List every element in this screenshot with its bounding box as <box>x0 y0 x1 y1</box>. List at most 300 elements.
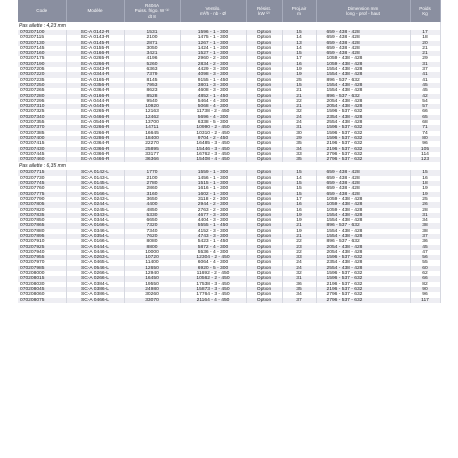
cell-resist: Option <box>246 181 282 186</box>
cell-resist: Option <box>246 245 282 250</box>
cell-proj: 19 <box>282 229 316 234</box>
cell-power: 2780 <box>124 181 180 186</box>
cell-proj: 17 <box>282 197 316 202</box>
cell-proj: 21 <box>282 223 316 228</box>
cell-proj: 24 <box>282 266 316 271</box>
cell-weight: 16 <box>410 176 440 181</box>
cell-dims: 2054 - 438 - 428 <box>316 250 410 255</box>
cell-model: SC-A 0364-R <box>66 141 124 146</box>
cell-dims: 1554 - 438 - 428 <box>316 83 410 88</box>
cell-proj: 21 <box>282 104 316 109</box>
cell-power: 25895 <box>124 147 180 152</box>
cell-code: 070207235 <box>18 78 66 83</box>
cell-power: 2871 <box>124 41 180 46</box>
cell-code: 070207115 <box>18 35 66 40</box>
cell-proj: 15 <box>282 83 316 88</box>
cell-weight: 37 <box>410 234 440 239</box>
cell-power: 12163 <box>124 109 180 114</box>
cell-weight: 41 <box>410 78 440 83</box>
cell-resist: Option <box>246 41 282 46</box>
cell-resist: Option <box>246 234 282 239</box>
cell-model: SC-A 0466-L <box>66 298 124 303</box>
cell-vent: 3118 - 2 - 300 <box>180 197 246 202</box>
cell-model: SC-A 0142-R <box>66 30 124 35</box>
cell-model: SC-A 0465-L <box>66 260 124 265</box>
cell-dims: 2054 - 438 - 428 <box>316 104 410 109</box>
cell-model: SC-A 0344-R <box>66 72 124 77</box>
cell-vent: 5536 - 4 - 300 <box>180 250 246 255</box>
cell-dims: 1596 - 537 - 632 <box>316 136 410 141</box>
cell-power: 22270 <box>124 141 180 146</box>
cell-proj: 15 <box>282 30 316 35</box>
cell-model: SC-A 0446-L <box>66 250 124 255</box>
cell-weight: 54 <box>410 99 440 104</box>
cell-code: 070208075 <box>18 298 66 303</box>
cell-model: SC-A 0384-L <box>66 282 124 287</box>
cell-code: 070208045 <box>18 287 66 292</box>
table-row <box>18 298 440 303</box>
cell-model: SC-A 0245-L <box>66 208 124 213</box>
cell-resist: Option <box>246 298 282 303</box>
cell-proj: 33 <box>282 255 316 260</box>
cell-power: 24980 <box>124 287 180 292</box>
cell-dims: 896 - 537 - 632 <box>316 78 410 83</box>
cell-model: SC-A 0343-R <box>66 67 124 72</box>
header-code: Code <box>18 0 66 22</box>
cell-proj: 14 <box>282 35 316 40</box>
cell-weight: 29 <box>410 56 440 61</box>
cell-vent: 5464 - 4 - 300 <box>180 99 246 104</box>
cell-weight: 31 <box>410 62 440 67</box>
cell-code: 070207790 <box>18 197 66 202</box>
cell-vent: 5872 - 4 - 300 <box>180 245 246 250</box>
cell-resist: Option <box>246 99 282 104</box>
cell-resist: Option <box>246 157 282 162</box>
cell-weight: 66 <box>410 276 440 281</box>
cell-resist: Option <box>246 229 282 234</box>
cell-resist: Option <box>246 176 282 181</box>
cell-proj: 15 <box>282 170 316 175</box>
cell-resist: Option <box>246 192 282 197</box>
cell-proj: 19 <box>282 67 316 72</box>
cell-vent: 1515 - 1 - 300 <box>180 181 246 186</box>
cell-weight: 41 <box>410 72 440 77</box>
cell-proj: 15 <box>282 181 316 186</box>
header-vent-line1: Ventilo. <box>205 5 221 11</box>
cell-dims: 1059 - 438 - 428 <box>316 62 410 67</box>
cell-power: 4196 <box>124 56 180 61</box>
cell-proj: 21 <box>282 88 316 93</box>
cell-proj: 23 <box>282 245 316 250</box>
cell-resist: Option <box>246 197 282 202</box>
cell-vent: 4852 - 1 - 450 <box>180 94 246 99</box>
cell-model: SC-A 0145-L <box>66 181 124 186</box>
cell-dims: 659 - 438 - 428 <box>316 46 410 51</box>
cell-code: 070207745 <box>18 181 66 186</box>
cell-proj: 37 <box>282 298 316 303</box>
cell-resist: Option <box>246 104 282 109</box>
cell-power: 5260 <box>124 62 180 67</box>
cell-code: 070207940 <box>18 250 66 255</box>
cell-code: 070207880 <box>18 229 66 234</box>
cell-proj: 32 <box>282 109 316 114</box>
cell-resist: Option <box>246 250 282 255</box>
cell-resist: Option <box>246 255 282 260</box>
cell-dims: 2196 - 537 - 632 <box>316 287 410 292</box>
cell-proj: 24 <box>282 260 316 265</box>
header-resist-line1: Résist. <box>256 5 272 11</box>
product-spec-table <box>18 0 441 303</box>
header-vent-line2: m³/h - nb - Ø <box>199 11 227 16</box>
cell-power: 2860 <box>124 186 180 191</box>
cell-vent: 17764 - 3 - 450 <box>180 292 246 297</box>
cell-power: 3650 <box>124 197 180 202</box>
cell-proj: 30 <box>282 131 316 136</box>
cell-power: 16645 <box>124 131 180 136</box>
cell-weight: 65 <box>410 115 440 120</box>
cell-proj: 35 <box>282 287 316 292</box>
cell-vent: 4098 - 3 - 300 <box>180 72 246 77</box>
cell-power: 12462 <box>124 115 180 120</box>
cell-resist: Option <box>246 213 282 218</box>
cell-vent: 6338 - 5 - 300 <box>180 120 246 125</box>
cell-model: SC-A 0166-L <box>66 239 124 244</box>
cell-weight: 36 <box>410 239 440 244</box>
spec-table-wrapper <box>18 0 440 303</box>
cell-resist: Option <box>246 115 282 120</box>
cell-model: SC-A 0142-L <box>66 170 124 175</box>
cell-power: 3160 <box>124 192 180 197</box>
cell-dims: 1554 - 438 - 428 <box>316 67 410 72</box>
cell-weight: 34 <box>410 218 440 223</box>
cell-code: 070207715 <box>18 170 66 175</box>
section-title: Pas ailette : 4,23 mm <box>18 22 440 30</box>
cell-code: 070208015 <box>18 276 66 281</box>
cell-weight: 66 <box>410 109 440 114</box>
cell-proj: 34 <box>282 147 316 152</box>
cell-proj: 31 <box>282 125 316 130</box>
cell-power: 14711 <box>124 125 180 130</box>
cell-dims: 2796 - 537 - 632 <box>316 157 410 162</box>
cell-power: 19550 <box>124 282 180 287</box>
cell-power: 9540 <box>124 99 180 104</box>
cell-proj: 19 <box>282 72 316 77</box>
cell-code: 070207760 <box>18 186 66 191</box>
cell-power: 8800 <box>124 245 180 250</box>
cell-power: 2100 <box>124 35 180 40</box>
cell-weight: 28 <box>410 208 440 213</box>
header-power-line2: Puiss. frigo. W ⁽¹⁾ <box>134 8 170 14</box>
cell-resist: Option <box>246 202 282 207</box>
cell-dims: 2354 - 438 - 428 <box>316 115 410 120</box>
cell-dims: 1596 - 537 - 632 <box>316 109 410 114</box>
cell-dims: 1596 - 537 - 632 <box>316 255 410 260</box>
cell-weight: 117 <box>410 298 440 303</box>
cell-dims: 659 - 438 - 428 <box>316 35 410 40</box>
cell-model: SC-A 0243-L <box>66 197 124 202</box>
cell-vent: 16762 - 3 - 450 <box>180 152 246 157</box>
cell-proj: 21 <box>282 94 316 99</box>
cell-vent: 4429 - 3 - 300 <box>180 67 246 72</box>
cell-model: SC-A 0166-L <box>66 192 124 197</box>
cell-dims: 659 - 438 - 428 <box>316 30 410 35</box>
cell-weight: 47 <box>410 250 440 255</box>
cell-power: 6363 <box>124 67 180 72</box>
cell-dims: 2054 - 438 - 428 <box>316 99 410 104</box>
cell-weight: 38 <box>410 229 440 234</box>
cell-model: SC-A 0286-R <box>66 136 124 141</box>
cell-resist: Option <box>246 56 282 61</box>
cell-weight: 74 <box>410 131 440 136</box>
cell-vent: 5696 - 4 - 300 <box>180 115 246 120</box>
cell-resist: Option <box>246 125 282 130</box>
cell-vent: 1559 - 1 - 300 <box>180 170 246 175</box>
cell-dims: 2354 - 438 - 428 <box>316 260 410 265</box>
cell-model: SC-A 0466-R <box>66 115 124 120</box>
cell-resist: Option <box>246 276 282 281</box>
cell-resist: Option <box>246 208 282 213</box>
cell-resist: Option <box>246 260 282 265</box>
cell-code: 070207355 <box>18 120 66 125</box>
cell-code: 070207445 <box>18 152 66 157</box>
cell-power: 4850 <box>124 208 180 213</box>
cell-resist: Option <box>246 120 282 125</box>
cell-resist: Option <box>246 94 282 99</box>
cell-dims: 659 - 438 - 428 <box>316 181 410 186</box>
cell-resist: Option <box>246 46 282 51</box>
cell-proj: 16 <box>282 62 316 67</box>
cell-model: SC-A 0344-L <box>66 218 124 223</box>
cell-weight: 56 <box>410 255 440 260</box>
cell-code: 070207280 <box>18 94 66 99</box>
cell-resist: Option <box>246 67 282 72</box>
cell-proj: 16 <box>282 208 316 213</box>
cell-dims: 2796 - 537 - 632 <box>316 292 410 297</box>
cell-proj: 21 <box>282 234 316 239</box>
header-resist <box>246 0 282 22</box>
header-proj-line1: Proj.air <box>291 5 307 11</box>
header-dims <box>316 0 410 22</box>
header-proj <box>282 0 316 22</box>
cell-dims: 659 - 438 - 428 <box>316 192 410 197</box>
cell-weight: 45 <box>410 245 440 250</box>
cell-vent: 2944 - 2 - 300 <box>180 202 246 207</box>
header-model: Modèle <box>66 0 124 22</box>
cell-power: 3421 <box>124 51 180 56</box>
cell-dims: 896 - 537 - 632 <box>316 94 410 99</box>
cell-proj: 17 <box>282 56 316 61</box>
header-power <box>124 0 180 22</box>
cell-dims: 1554 - 438 - 428 <box>316 72 410 77</box>
cell-vent: 15408 - 4 - 450 <box>180 157 246 162</box>
cell-dims: 1554 - 438 - 428 <box>316 213 410 218</box>
cell-resist: Option <box>246 282 282 287</box>
cell-code: 070208030 <box>18 282 66 287</box>
cell-weight: 45 <box>410 83 440 88</box>
cell-dims: 2796 - 537 - 632 <box>316 152 410 157</box>
cell-code: 070207205 <box>18 67 66 72</box>
cell-code: 070207970 <box>18 260 66 265</box>
cell-power: 11400 <box>124 260 180 265</box>
cell-proj: 19 <box>282 213 316 218</box>
cell-dims: 2796 - 537 - 632 <box>316 298 410 303</box>
section-header-row <box>18 162 440 170</box>
cell-power: 5330 <box>124 213 180 218</box>
cell-power: 8528 <box>124 94 180 99</box>
cell-resist: Option <box>246 170 282 175</box>
section-header-row <box>18 22 440 30</box>
cell-resist: Option <box>246 131 282 136</box>
cell-resist: Option <box>246 51 282 56</box>
cell-model: SC-A 0366-R <box>66 152 124 157</box>
cell-resist: Option <box>246 30 282 35</box>
cell-model: SC-A 0263-L <box>66 255 124 260</box>
cell-code: 070207460 <box>18 157 66 162</box>
cell-vent: 5555 - 1 - 450 <box>180 223 246 228</box>
cell-weight: 25 <box>410 197 440 202</box>
cell-power: 10000 <box>124 250 180 255</box>
cell-vent: 10562 - 2 - 450 <box>180 276 246 281</box>
cell-vent: 11692 - 2 - 450 <box>180 271 246 276</box>
cell-resist: Option <box>246 287 282 292</box>
cell-code: 070207835 <box>18 213 66 218</box>
cell-code: 070207340 <box>18 115 66 120</box>
cell-power: 10920 <box>124 104 180 109</box>
cell-dims: 659 - 438 - 428 <box>316 186 410 191</box>
cell-resist: Option <box>246 218 282 223</box>
cell-code: 070207370 <box>18 125 66 130</box>
cell-dims: 1596 - 537 - 632 <box>316 271 410 276</box>
cell-dims: 1554 - 438 - 428 <box>316 234 410 239</box>
cell-proj: 33 <box>282 152 316 157</box>
cell-resist: Option <box>246 88 282 93</box>
cell-dims: 1554 - 438 - 428 <box>316 218 410 223</box>
header-power-line3: dt 8 <box>148 13 156 19</box>
cell-vent: 6064 - 4 - 300 <box>180 260 246 265</box>
cell-dims: 659 - 438 - 428 <box>316 170 410 175</box>
cell-model: SC-A 0165-R <box>66 78 124 83</box>
cell-weight: 68 <box>410 120 440 125</box>
cell-vent: 1616 - 1 - 300 <box>180 186 246 191</box>
cell-code: 070207895 <box>18 234 66 239</box>
cell-weight: 114 <box>410 152 440 157</box>
cell-dims: 1554 - 438 - 428 <box>316 88 410 93</box>
cell-power: 16450 <box>124 276 180 281</box>
cell-dims: 2054 - 438 - 428 <box>316 245 410 250</box>
cell-resist: Option <box>246 136 282 141</box>
cell-dims: 1596 - 537 - 632 <box>316 125 410 130</box>
cell-dims: 2554 - 438 - 428 <box>316 266 410 271</box>
cell-resist: Option <box>246 271 282 276</box>
cell-code: 070207430 <box>18 147 66 152</box>
cell-dims: 896 - 537 - 632 <box>316 223 410 228</box>
cell-resist: Option <box>246 141 282 146</box>
cell-code: 070207325 <box>18 109 66 114</box>
cell-power: 1770 <box>124 170 180 175</box>
cell-model: SC-A 0466-R <box>66 157 124 162</box>
cell-weight: 62 <box>410 271 440 276</box>
cell-weight: 17 <box>410 30 440 35</box>
header-weight-line1: Poids <box>419 5 431 11</box>
cell-weight: 80 <box>410 136 440 141</box>
cell-vent: 10310 - 2 - 450 <box>180 131 246 136</box>
cell-vent: 11738 - 2 - 450 <box>180 109 246 114</box>
cell-code: 070207220 <box>18 72 66 77</box>
cell-model: SC-A 0366-R <box>66 147 124 152</box>
cell-resist: Option <box>246 78 282 83</box>
cell-dims: 659 - 438 - 428 <box>316 41 410 46</box>
cell-power: 10720 <box>124 255 180 260</box>
cell-model: SC-A 0143-L <box>66 176 124 181</box>
cell-dims: 1554 - 438 - 428 <box>316 229 410 234</box>
cell-resist: Option <box>246 266 282 271</box>
cell-proj: 19 <box>282 218 316 223</box>
cell-model: SC-A 0166-R <box>66 51 124 56</box>
cell-power: 7379 <box>124 72 180 77</box>
header-dims-line2: long - prof - haut <box>346 11 380 16</box>
cell-dims: 1059 - 438 - 428 <box>316 202 410 207</box>
cell-vent: 1602 - 1 - 300 <box>180 192 246 197</box>
cell-dims: 659 - 438 - 428 <box>316 176 410 181</box>
cell-proj: 13 <box>282 41 316 46</box>
header-weight <box>410 0 440 22</box>
cell-proj: 32 <box>282 271 316 276</box>
cell-model: SC-A 0166-R <box>66 94 124 99</box>
cell-weight: 19 <box>410 192 440 197</box>
cell-code: 070207160 <box>18 51 66 56</box>
cell-dims: 2196 - 537 - 632 <box>316 282 410 287</box>
cell-code: 070207175 <box>18 56 66 61</box>
cell-resist: Option <box>246 62 282 67</box>
cell-code: 070207130 <box>18 41 66 46</box>
cell-vent: 1267 - 1 - 300 <box>180 41 246 46</box>
header-resist-line2: kW ⁽²⁾ <box>258 11 270 16</box>
cell-model: SC-A 0444-R <box>66 99 124 104</box>
cell-power: 36366 <box>124 157 180 162</box>
cell-model: SC-A 0155-R <box>66 46 124 51</box>
cell-resist: Option <box>246 239 282 244</box>
cell-power: 7620 <box>124 234 180 239</box>
cell-vent: 5423 - 1 - 450 <box>180 239 246 244</box>
cell-model: SC-A 0444-L <box>66 245 124 250</box>
cell-model: SC-A 0155-L <box>66 186 124 191</box>
cell-dims: 1596 - 537 - 632 <box>316 276 410 281</box>
cell-code: 070207415 <box>18 141 66 146</box>
cell-vent: 15873 - 3 - 450 <box>180 287 246 292</box>
table-body <box>18 22 440 303</box>
cell-power: 1531 <box>124 30 180 35</box>
cell-vent: 1527 - 1 - 300 <box>180 51 246 56</box>
cell-code: 070207820 <box>18 208 66 213</box>
cell-vent: 10990 - 2 - 450 <box>180 125 246 130</box>
cell-vent: 4677 - 3 - 300 <box>180 213 246 218</box>
cell-vent: 9155 - 1 - 450 <box>180 78 246 83</box>
cell-model: SC-A 0546-L <box>66 266 124 271</box>
cell-model: SC-A 0354-L <box>66 234 124 239</box>
cell-code: 070207730 <box>18 176 66 181</box>
cell-proj: 25 <box>282 78 316 83</box>
cell-model: SC-A 0266-R <box>66 131 124 136</box>
cell-dims: 2196 - 537 - 632 <box>316 147 410 152</box>
cell-model: SC-A 0266-L <box>66 271 124 276</box>
cell-power: 7320 <box>124 223 180 228</box>
cell-power: 2100 <box>124 176 180 181</box>
cell-weight: 18 <box>410 35 440 40</box>
cell-proj: 22 <box>282 99 316 104</box>
cell-proj: 35 <box>282 141 316 146</box>
cell-weight: 60 <box>410 266 440 271</box>
cell-weight: 82 <box>410 282 440 287</box>
